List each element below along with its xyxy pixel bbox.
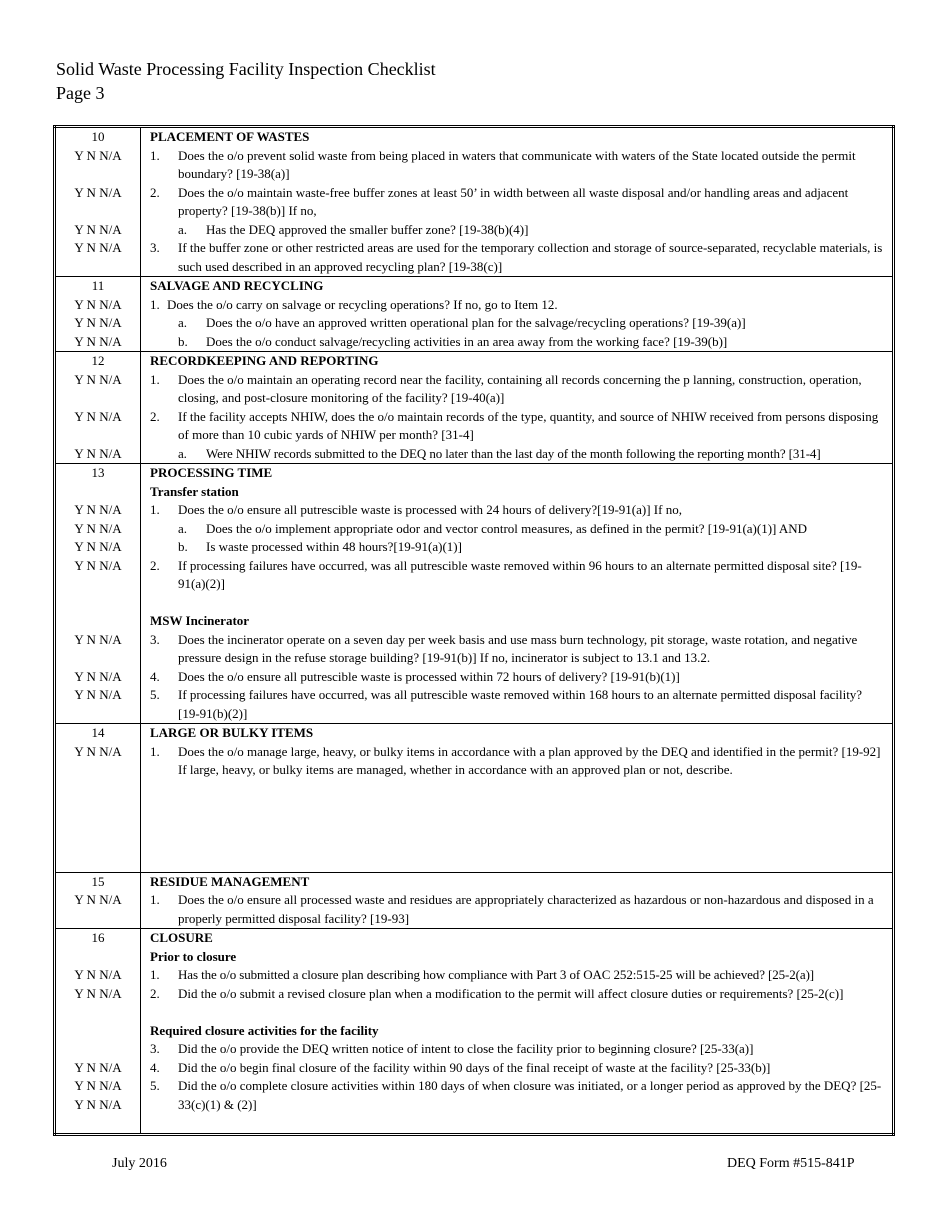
sub-question-item: b. Does the o/o conduct salvage/recycling activities in an area away from the working face? [19-39(b)] bbox=[178, 333, 728, 349]
question-item: 4. Did the o/o begin final closure of the facility within 90 days of the final receipt of waste at the facility? [25-33(b)] bbox=[150, 1059, 771, 1075]
section-number: 15 bbox=[91, 873, 105, 889]
question-item: 2. Did the o/o submit a revised closure plan when a modification to the permit will affect closure duties or requirements? [25-2(c)] bbox=[150, 985, 844, 1001]
yes-no-na-options[interactable]: Y N N/A bbox=[74, 371, 122, 387]
footer-date: July 2016 bbox=[112, 1156, 167, 1171]
section-13-response-column bbox=[55, 464, 141, 724]
section-15-row bbox=[55, 872, 894, 929]
document-header bbox=[56, 57, 436, 105]
yes-no-na-options[interactable]: Y N N/A bbox=[74, 892, 122, 907]
section-16-questions bbox=[141, 929, 894, 1135]
section-title: SALVAGE AND RECYCLING bbox=[150, 278, 324, 293]
sub-question-item: b. Is waste processed within 48 hours?[19-91(a)(1)] bbox=[178, 539, 462, 554]
yes-no-na-options[interactable]: Y N N/A bbox=[74, 315, 122, 330]
yes-no-na-options[interactable]: Y N N/A bbox=[74, 687, 122, 702]
section-11-row bbox=[55, 277, 894, 352]
yes-no-na-options[interactable]: Y N N/A bbox=[74, 408, 122, 424]
section-11-response-column bbox=[55, 277, 141, 352]
section-number: 16 bbox=[91, 930, 105, 945]
question-item: 2. If processing failures have occurred, was all putrescible waste removed within 96 hours to an alternate permitted disposal site? [19-91(a)(2)] bbox=[150, 557, 862, 591]
section-number: 10 bbox=[91, 129, 105, 144]
question-item: 5. If processing failures have occurred, was all putrescible waste removed within 168 hours to an alternate permitted disposal facility? [19-91(b)(2)] bbox=[150, 687, 863, 721]
yes-no-na-options[interactable]: Y N N/A bbox=[74, 147, 122, 163]
question-item: 1. Does the o/o carry on salvage or recycling operations? If no, go to Item 12. bbox=[150, 296, 558, 312]
yes-no-na-options[interactable]: Y N N/A bbox=[74, 333, 122, 349]
sub-question-item: a. Were NHIW records submitted to the DEQ no later than the last day of the month following the reporting month? [31-4] bbox=[178, 445, 821, 461]
section-11-questions bbox=[141, 277, 894, 352]
section-16-row bbox=[55, 929, 894, 1135]
question-item: 4. Does the o/o ensure all putrescible waste is processed within 72 hours of delivery? [19-91(b)(1)] bbox=[150, 668, 680, 684]
section-number: 11 bbox=[91, 278, 105, 293]
section-10-questions bbox=[141, 127, 894, 277]
question-item: 3. Does the incinerator operate on a seven day per week basis and use mass burn technology, pit storage, waste rotation, and negative pressure design in the refuse storage building? [19-91(b)] If no, incinerator is subject to 13.1 and 13.2. bbox=[150, 631, 858, 665]
section-13-questions bbox=[141, 464, 894, 724]
question-item: 1. Does the o/o manage large, heavy, or bulky items in accordance with a plan approved by the DEQ and identified in the permit? [19-92] If large, heavy, or bulky items are managed, whether in accordance with an approved plan or not, describe. bbox=[150, 743, 881, 777]
yes-no-na-options[interactable]: Y N N/A bbox=[74, 502, 122, 517]
yes-no-na-options[interactable]: Y N N/A bbox=[74, 1078, 122, 1093]
section-15-response-column bbox=[55, 872, 141, 929]
question-item: 2. If the facility accepts NHIW, does the o/o maintain records of the type, quantity, and source of NHIW received from persons disposing of more than 10 cubic yards of NHIW per month? [31-4] bbox=[150, 408, 879, 442]
section-title: RESIDUE MANAGEMENT bbox=[150, 873, 310, 889]
question-item: 1. Does the o/o ensure all putrescible waste is processed with 24 hours of delivery?[19-91(a)] If no, bbox=[150, 502, 682, 517]
yes-no-na-options[interactable]: Y N N/A bbox=[74, 539, 122, 554]
section-12-row bbox=[55, 352, 894, 464]
subsection-heading: Prior to closure bbox=[150, 948, 237, 964]
section-16-response-column bbox=[55, 929, 141, 1135]
section-number: 13 bbox=[91, 465, 105, 480]
section-title: LARGE OR BULKY ITEMS bbox=[150, 725, 314, 740]
sub-question-item: a. Does the o/o have an approved written operational plan for the salvage/recycling operations? [19-39(a)] bbox=[178, 315, 746, 330]
footer-form-number: DEQ Form #515-841P bbox=[727, 1156, 855, 1171]
section-title: PLACEMENT OF WASTES bbox=[150, 129, 310, 144]
section-title: RECORDKEEPING AND REPORTING bbox=[150, 353, 379, 368]
yes-no-na-options[interactable]: Y N N/A bbox=[74, 520, 122, 536]
yes-no-na-options[interactable]: Y N N/A bbox=[74, 631, 122, 647]
yes-no-na-options[interactable]: Y N N/A bbox=[74, 1059, 122, 1075]
section-12-questions bbox=[141, 352, 894, 464]
yes-no-na-options[interactable]: Y N N/A bbox=[74, 985, 122, 1001]
question-item: 3. Did the o/o provide the DEQ written notice of intent to close the facility prior to beginning closure? [25-33(a)] bbox=[150, 1041, 754, 1056]
subsection-heading: Required closure activities for the facility bbox=[150, 1022, 379, 1038]
sub-question-item: a. Does the o/o implement appropriate odor and vector control measures, as defined in the permit? [19-91(a)(1)] AND bbox=[178, 520, 808, 536]
section-number: 12 bbox=[91, 353, 105, 368]
question-item: 1. Does the o/o maintain an operating record near the facility, containing all records concerning the p lanning, construction, operation, closing, and post-closure monitoring of the facility? [19-40(a)] bbox=[150, 371, 862, 405]
yes-no-na-options[interactable]: Y N N/A bbox=[74, 743, 122, 759]
section-title: PROCESSING TIME bbox=[150, 465, 273, 480]
section-10-response-column bbox=[55, 127, 141, 277]
question-item: 3. If the buffer zone or other restricted areas are used for the temporary collection and storage of source-separated, recyclable materials, is such used described in an approved recycling plan? [19-38(c)] bbox=[150, 240, 883, 274]
section-12-response-column bbox=[55, 352, 141, 464]
inspection-checklist-table bbox=[53, 125, 895, 1136]
yes-no-na-options[interactable]: Y N N/A bbox=[74, 240, 122, 255]
document-title: Solid Waste Processing Facility Inspection Checklist bbox=[56, 59, 436, 79]
yes-no-na-options[interactable]: Y N N/A bbox=[74, 967, 122, 982]
description-area[interactable] bbox=[150, 780, 886, 872]
yes-no-na-options[interactable]: Y N N/A bbox=[74, 296, 122, 312]
section-14-questions bbox=[141, 724, 894, 873]
section-number: 14 bbox=[91, 725, 105, 740]
section-10-row bbox=[55, 127, 894, 277]
question-item: 1. Has the o/o submitted a closure plan describing how compliance with Part 3 of OAC 252:515-25 will be achieved? [25-2(a)] bbox=[150, 967, 815, 982]
question-item: 1. Does the o/o prevent solid waste from being placed in waters that communicate with waters of the State located outside the permit boundary? [19-38(a)] bbox=[150, 147, 856, 181]
section-14-response-column bbox=[55, 724, 141, 873]
sub-question-item: a. Has the DEQ approved the smaller buffer zone? [19-38(b)(4)] bbox=[178, 221, 529, 237]
page-number: Page 3 bbox=[56, 83, 105, 103]
yes-no-na-options[interactable]: Y N N/A bbox=[74, 668, 122, 684]
yes-no-na-options[interactable]: Y N N/A bbox=[74, 557, 122, 573]
section-title: CLOSURE bbox=[150, 930, 213, 945]
yes-no-na-options[interactable]: Y N N/A bbox=[74, 445, 122, 461]
yes-no-na-options[interactable]: Y N N/A bbox=[74, 1096, 122, 1112]
yes-no-na-options[interactable]: Y N N/A bbox=[74, 184, 122, 200]
subsection-heading: MSW Incinerator bbox=[150, 613, 250, 628]
section-14-row bbox=[55, 724, 894, 873]
question-item: 5. Did the o/o complete closure activities within 180 days of when closure was initiated, or a longer period as approved by the DEQ? [25-33(c)(1) & (2)] bbox=[150, 1078, 882, 1112]
subsection-heading: Transfer station bbox=[150, 483, 239, 499]
section-15-questions bbox=[141, 872, 894, 929]
question-item: 2. Does the o/o maintain waste-free buffer zones at least 50’ in width between all waste disposal and/or handling areas and adjacent property? [19-38(b)] If no, bbox=[150, 184, 849, 218]
question-item: 1. Does the o/o ensure all processed waste and residues are appropriately characterized as hazardous or non-hazardous and disposed in a properly permitted disposal facility? [19-93] bbox=[150, 892, 874, 926]
yes-no-na-options[interactable]: Y N N/A bbox=[74, 221, 122, 237]
section-13-row bbox=[55, 464, 894, 724]
